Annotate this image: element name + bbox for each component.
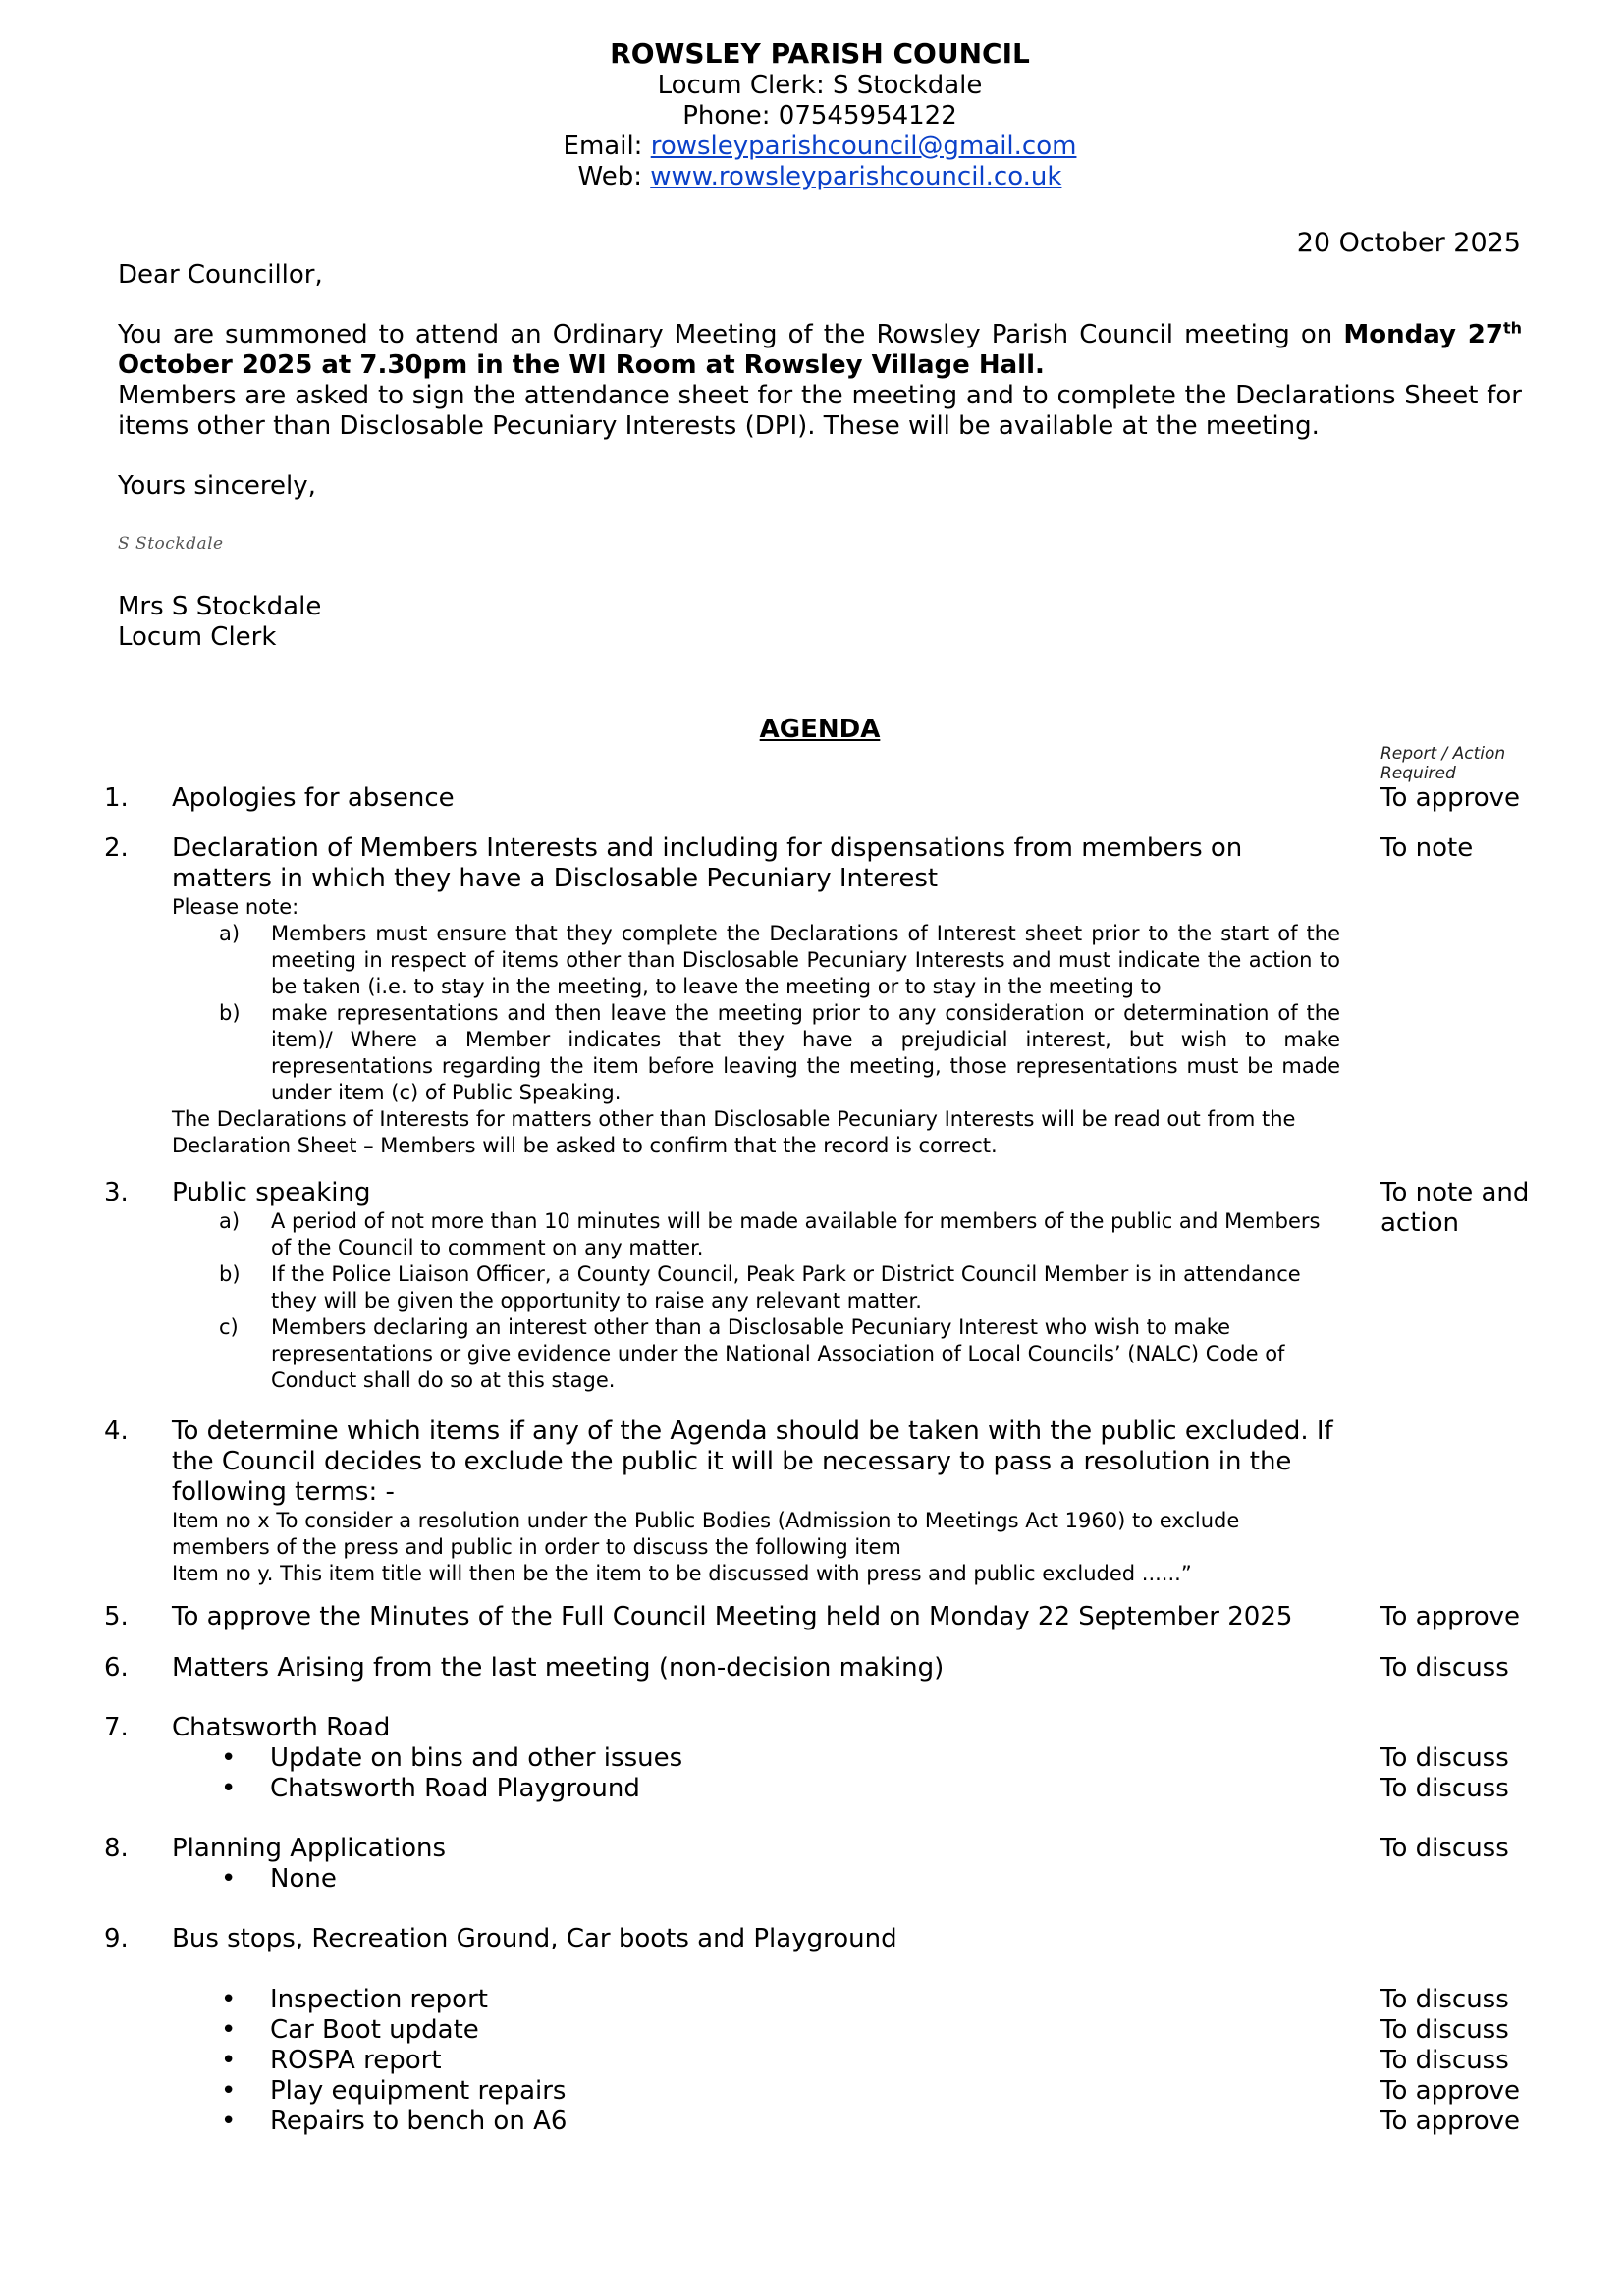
- agenda-title: AGENDA: [759, 715, 881, 744]
- report-action-header: [1380, 744, 1505, 783]
- item-text: Chatsworth Road: [172, 1713, 391, 1742]
- sub-item-b: [172, 1000, 1340, 1106]
- resolution-line-2: Item no y. This item title will then be the item to be discussed with press and public excluded ......”: [172, 1562, 1192, 1585]
- sub-label: c): [219, 1315, 239, 1339]
- action-line-1: To note and: [1380, 1178, 1530, 1207]
- sub-text: Members must ensure that they complete the Declarations of Interest sheet prior to the start of the meeting in respect of items other than Disclosable Pecuniary Interests and must indicate the action to be taken (i.e. to stay in the meeting, to leave the meeting or to stay in the meeting to: [271, 922, 1340, 998]
- action-line-2: action: [1380, 1208, 1460, 1238]
- meeting-date-bold: Monday 27: [1343, 320, 1503, 349]
- item-content: [172, 1713, 1340, 1804]
- item-action: To approve: [1380, 2076, 1520, 2106]
- item-text: Bus stops, Recreation Ground, Car boots and Playground: [172, 1924, 897, 1953]
- item-text: Apologies for absence: [172, 783, 455, 813]
- signatory-name: Mrs S Stockdale: [118, 592, 322, 621]
- bullet-item: • Repairs to bench on A6: [172, 2107, 1340, 2137]
- item-text: Planning Applications: [172, 1834, 447, 1863]
- web-label: Web:: [577, 162, 651, 191]
- email-line: [0, 132, 1624, 162]
- signatory-role: Locum Clerk: [118, 622, 277, 652]
- sub-item-c: [172, 1314, 1340, 1394]
- item-content: [172, 833, 1340, 1159]
- item-number: 6.: [104, 1653, 129, 1682]
- item-text: To determine which items if any of the Agenda should be taken with the public excluded. If the Council decides to exclude the public it will be necessary to pass a resolution in the following terms: -: [172, 1416, 1333, 1507]
- web-line: [0, 162, 1624, 192]
- letterhead: [0, 37, 1624, 192]
- item-number: 9.: [104, 1924, 129, 1953]
- item-number: 5.: [104, 1602, 129, 1631]
- item-number: 7.: [104, 1713, 129, 1742]
- item-number: 8.: [104, 1834, 129, 1863]
- sub-label: a): [219, 1209, 241, 1233]
- item-action: To discuss: [1380, 2015, 1509, 2045]
- item-content: [172, 1834, 1340, 1895]
- bullet-item: • Chatsworth Road Playground: [172, 1774, 1340, 1804]
- item-note: Please note:: [172, 895, 299, 919]
- item-actions: [1380, 1743, 1509, 1804]
- bullet-item: • Inspection report: [172, 1985, 1340, 2015]
- item-action: To approve: [1380, 783, 1520, 813]
- sub-label: a): [219, 922, 241, 945]
- summons-paragraph: [118, 320, 1522, 381]
- sub-item-a: [172, 1208, 1340, 1261]
- item-text: Public speaking: [172, 1178, 371, 1207]
- item-action: To approve: [1380, 1602, 1520, 1631]
- item-number: 2.: [104, 833, 129, 863]
- letter-date: 20 October 2025: [1296, 228, 1521, 258]
- bullet-item: • ROSPA report: [172, 2046, 1340, 2076]
- item-text: Declaration of Members Interests and including for dispensations from members on matters in which they have a Disclosable Pecuniary Interest: [172, 833, 1243, 893]
- item-text: Matters Arising from the last meeting (non-decision making): [172, 1653, 945, 1682]
- bullet-item: • None: [172, 1864, 1340, 1895]
- sub-text: If the Police Liaison Officer, a County Council, Peak Park or District Council Member is in attendance they will be given the opportunity to raise any relevant matter.: [271, 1262, 1301, 1312]
- item-number: 4.: [104, 1416, 129, 1446]
- sub-item-a: [172, 921, 1340, 1000]
- item-action: To discuss: [1380, 1653, 1509, 1682]
- sub-text: A period of not more than 10 minutes will be made available for members of the public and Members of the Council to comment on any matter.: [271, 1209, 1321, 1259]
- item-action: To approve: [1380, 2107, 1520, 2136]
- report-header-line-2: Required: [1380, 764, 1456, 783]
- item-content: [172, 1924, 1340, 2137]
- council-name: ROWSLEY PARISH COUNCIL: [610, 37, 1030, 70]
- signature: S Stockdale: [118, 534, 224, 554]
- item-action: To discuss: [1380, 1834, 1509, 1863]
- attendance-paragraph: Members are asked to sign the attendance sheet for the meeting and to complete the Declarations Sheet for items other than Disclosable Pecuniary Interests (DPI). These will be available at the meeting.: [118, 381, 1522, 441]
- item-content: [172, 1416, 1340, 1587]
- sub-label: b): [219, 1001, 241, 1025]
- sub-text: make representations and then leave the meeting prior to any consideration or determination of the item)/ Where a Member indicates that they have a prejudicial interest, but wish to make representations regarding the item before leaving the meeting, those representations must be made under item (c) of Public Speaking.: [271, 1001, 1340, 1104]
- email-link[interactable]: rowsleyparishcouncil@gmail.com: [650, 132, 1077, 161]
- resolution-line-1: Item no x To consider a resolution under the Public Bodies (Admission to Meetings Act 1960) to exclude members of the press and public in order to discuss the following item: [172, 1509, 1240, 1559]
- item-action: [1380, 1178, 1529, 1239]
- item-action: To note: [1380, 833, 1474, 863]
- sub-item-b: [172, 1261, 1340, 1314]
- sub-label: b): [219, 1262, 241, 1286]
- salutation: Dear Councillor,: [118, 260, 323, 290]
- meeting-location-bold: October 2025 at 7.30pm in the WI Room at Rowsley Village Hall.: [118, 350, 1045, 380]
- item-action: To discuss: [1380, 1985, 1509, 2014]
- item-footer: The Declarations of Interests for matters other than Disclosable Pecuniary Interests will be read out from the Declaration Sheet – Members will be asked to confirm that the record is correct.: [172, 1107, 1296, 1157]
- closing: Yours sincerely,: [118, 471, 316, 501]
- date-suffix: th: [1502, 318, 1522, 338]
- item-number: 3.: [104, 1178, 129, 1207]
- email-label: Email:: [563, 132, 651, 161]
- item-content: [172, 1178, 1340, 1394]
- bullet-item: • Update on bins and other issues: [172, 1743, 1340, 1774]
- item-actions: [1380, 1985, 1520, 2137]
- web-link[interactable]: www.rowsleyparishcouncil.co.uk: [650, 162, 1062, 191]
- item-text: To approve the Minutes of the Full Council Meeting held on Monday 22 September 2025: [172, 1602, 1293, 1631]
- bullet-item: • Car Boot update: [172, 2015, 1340, 2046]
- phone-line: Phone: 07545954122: [682, 101, 957, 131]
- bullet-item: • Play equipment repairs: [172, 2076, 1340, 2107]
- report-header-line-1: Report / Action: [1380, 744, 1506, 764]
- clerk-line: Locum Clerk: S Stockdale: [657, 71, 983, 100]
- summons-text: You are summoned to attend an Ordinary Meeting of the Rowsley Parish Council meeting on: [118, 320, 1344, 349]
- item-action: To discuss: [1380, 1774, 1509, 1803]
- sub-text: Members declaring an interest other than a Disclosable Pecuniary Interest who wish to make representations or give evidence under the National Association of Local Councils’ (NALC) Code of Conduct shall do so at this stage.: [271, 1315, 1285, 1392]
- item-action: To discuss: [1380, 1743, 1509, 1773]
- item-action: To discuss: [1380, 2046, 1509, 2075]
- item-number: 1.: [104, 783, 129, 813]
